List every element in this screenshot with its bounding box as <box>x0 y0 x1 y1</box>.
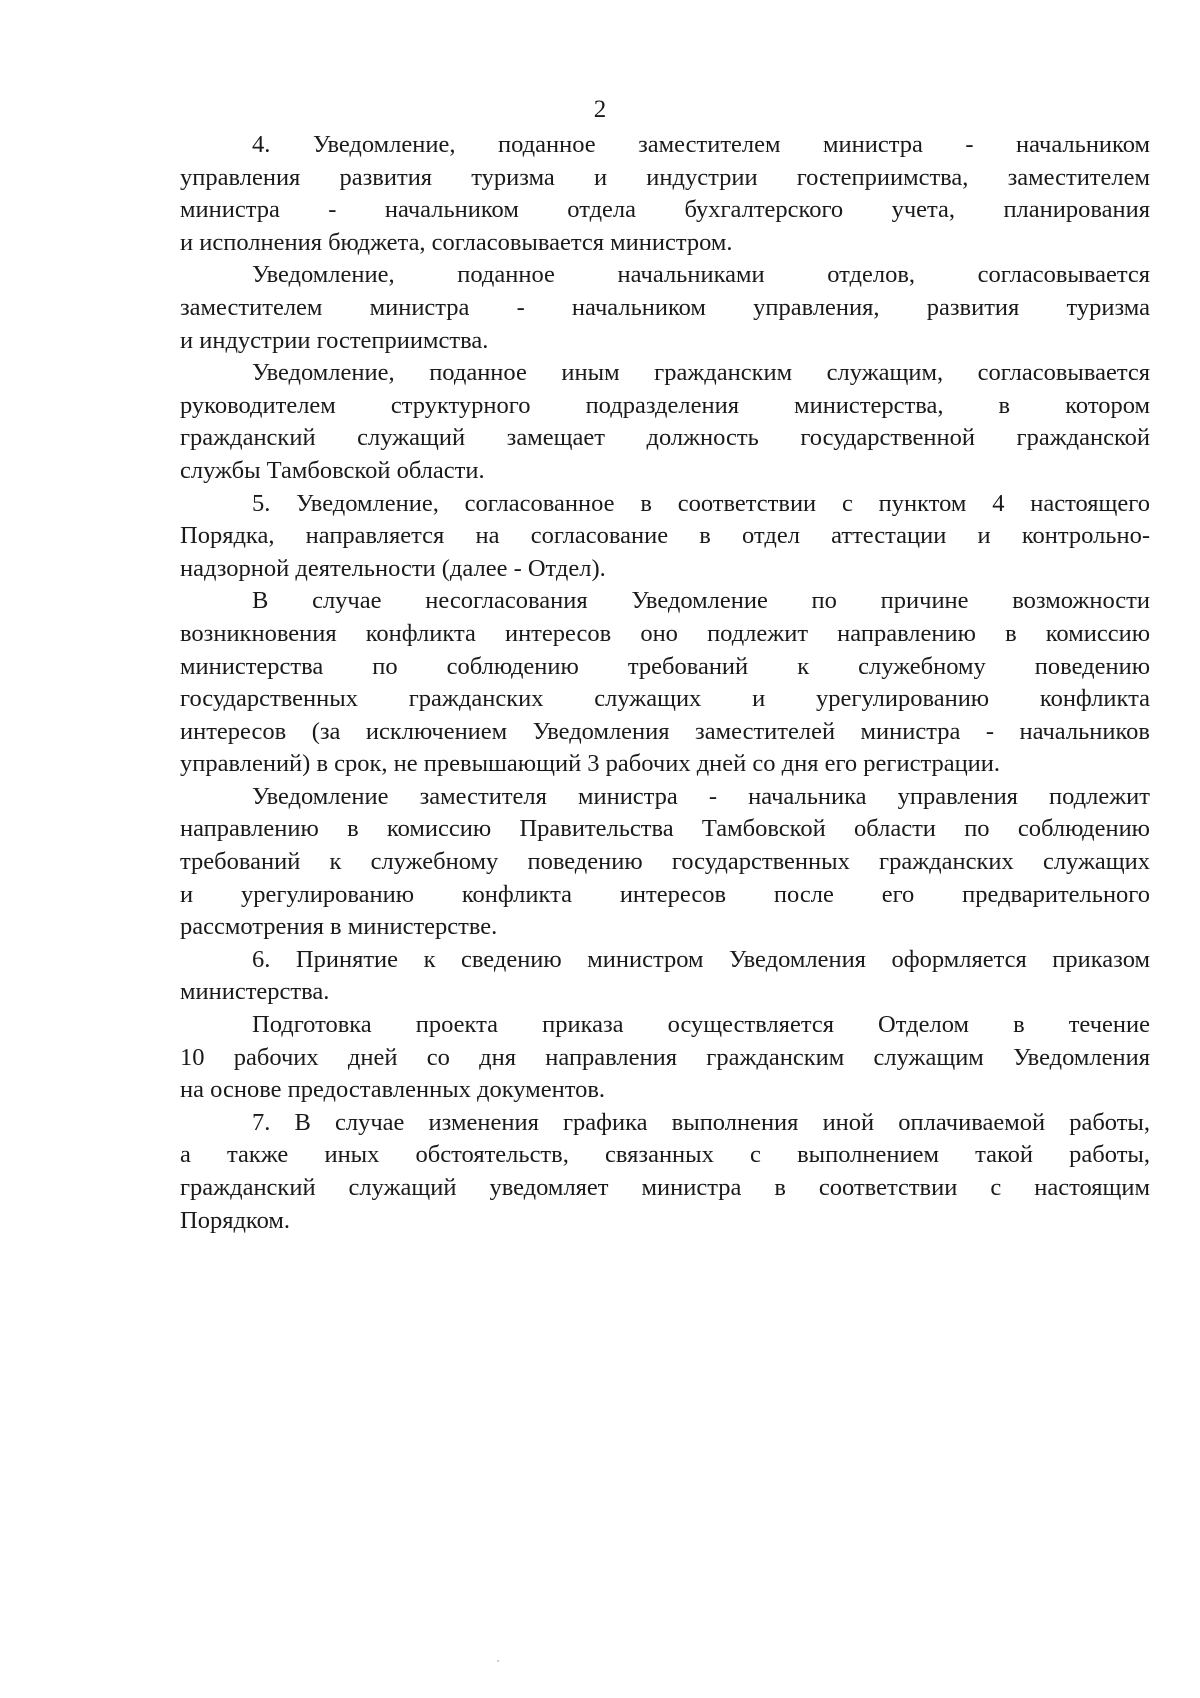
paragraph-item-7 <box>180 1107 1150 1237</box>
text-line: и исполнения бюджета, согласовывается министром. <box>180 228 733 256</box>
text-line: Порядка, направляется на согласование в отдел аттестации и контрольно- <box>180 522 1150 550</box>
text-line: интересов (за исключением Уведомления заместителей министра - начальников <box>180 717 1150 745</box>
text-line: Уведомление, поданное иным гражданским служащим, согласовывается <box>252 359 1150 387</box>
document-body <box>180 129 1150 1237</box>
text-line: 10 рабочих дней со дня направления гражданским служащим Уведомления <box>180 1043 1150 1071</box>
paragraph-item-6 <box>180 944 1150 1009</box>
text-line: управлений) в срок, не превышающий 3 рабочих дней со дня его регистрации. <box>180 750 1001 778</box>
text-line: рассмотрения в министерстве. <box>180 913 498 941</box>
text-line: службы Тамбовской области. <box>180 456 485 484</box>
text-line: управления развития туризма и индустрии гостеприимства, заместителем <box>180 163 1150 191</box>
paragraph-item-5 <box>180 488 1150 586</box>
text-line: руководителем структурного подразделения министерства, в котором <box>180 391 1150 419</box>
text-line: министерства. <box>180 978 330 1006</box>
text-line: 4. Уведомление, поданное заместителем министра - начальником <box>252 131 1150 158</box>
paragraph-item-4 <box>180 129 1150 259</box>
text-line: 5. Уведомление, согласованное в соответствии с пунктом 4 настоящего <box>252 489 1150 517</box>
text-line: а также иных обстоятельств, связанных с выполнением такой работы, <box>180 1141 1150 1169</box>
text-line: 7. В случае изменения графика выполнения иной оплачиваемой работы, <box>252 1108 1150 1136</box>
text-line: В случае несогласования Уведомление по причине возможности <box>252 587 1150 615</box>
paragraph-non-approval <box>180 585 1150 781</box>
text-line: Подготовка проекта приказа осуществляется Отделом в течение <box>252 1011 1150 1039</box>
text-line: и индустрии гостеприимства. <box>180 326 489 354</box>
text-line: заместителем министра - начальником управления, развития туризма <box>180 293 1150 321</box>
text-line: государственных гражданских служащих и урегулированию конфликта <box>180 685 1150 713</box>
text-line: возникновения конфликта интересов оно подлежит направлению в комиссию <box>180 619 1150 647</box>
text-line: гражданский служащий уведомляет министра в соответствии с настоящим <box>180 1174 1150 1201</box>
paragraph-other-servants <box>180 357 1150 487</box>
paragraph-order-preparation <box>180 1009 1150 1107</box>
text-line: 6. Принятие к сведению министром Уведомления оформляется приказом <box>252 945 1150 973</box>
text-line: на основе предоставленных документов. <box>180 1076 606 1104</box>
page-number: 2 <box>593 96 607 123</box>
text-line: и урегулированию конфликта интересов после его предварительного <box>180 880 1150 908</box>
paragraph-department-heads <box>180 259 1150 357</box>
text-line: направлению в комиссию Правительства Тамбовской области по соблюдению <box>180 815 1150 843</box>
scan-speck <box>497 1660 499 1662</box>
text-line: Порядком. <box>180 1206 290 1234</box>
text-line: гражданский служащий замещает должность государственной гражданской <box>180 424 1150 452</box>
text-line: Уведомление, поданное начальниками отделов, согласовывается <box>252 261 1150 289</box>
text-line: требований к служебному поведению государственных гражданских служащих <box>180 848 1150 876</box>
paragraph-deputy-notice <box>180 781 1150 944</box>
text-line: надзорной деятельности (далее - Отдел). <box>180 554 606 582</box>
text-line: Уведомление заместителя министра - начальника управления подлежит <box>252 782 1150 810</box>
text-line: министерства по соблюдению требований к служебному поведению <box>180 652 1150 680</box>
text-line: министра - начальником отдела бухгалтерского учета, планирования <box>180 196 1150 224</box>
